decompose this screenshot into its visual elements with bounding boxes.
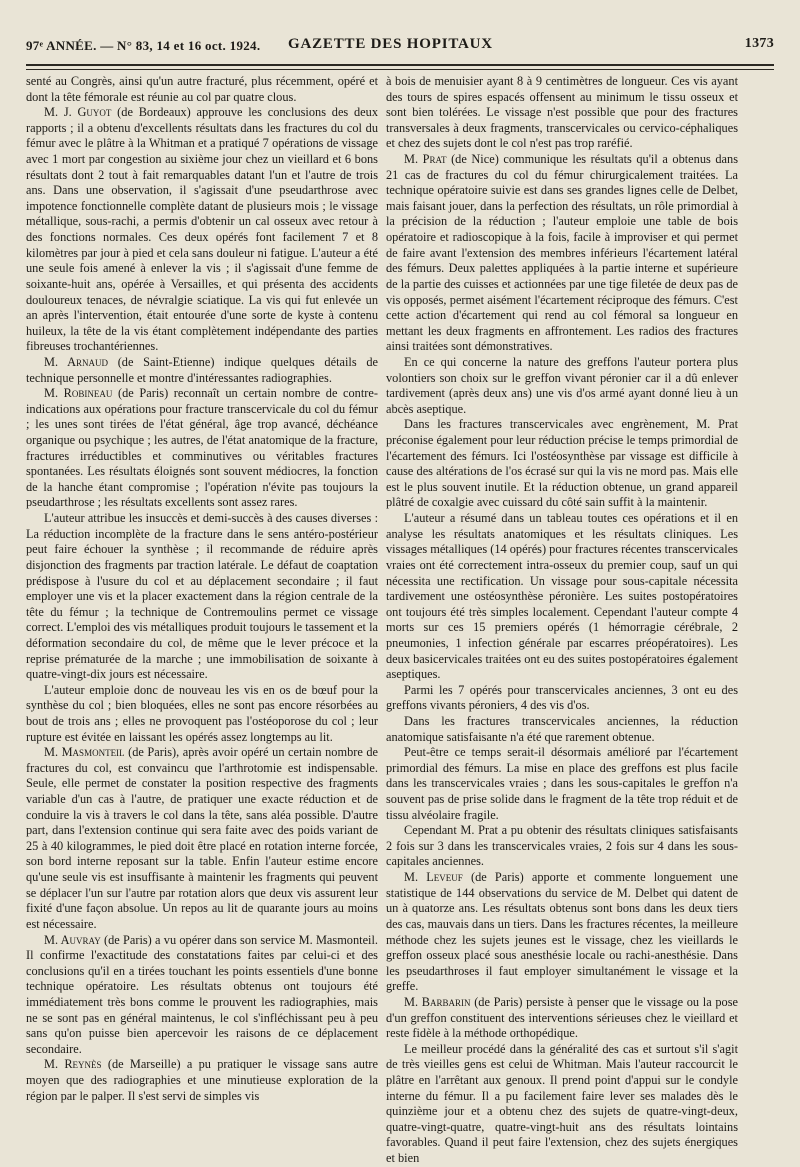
left-column bbox=[26, 74, 378, 1140]
paragraph bbox=[386, 745, 738, 823]
issue-info: 97ᵉ ANNÉE. — N° 83, 14 et 16 oct. 1924. bbox=[26, 38, 261, 53]
speaker-name: M. Arnaud bbox=[44, 354, 108, 369]
paragraph-text: En ce qui concerne la nature des greffons l'auteur portera plus volontiers son choix sur le greffon vivant péronier car il a dû enlever tardivement (après deux ans) une vis d'os armé ayant donné lieu à un abcès aseptique. bbox=[386, 354, 738, 416]
speaker-name: M. Leveuf bbox=[404, 870, 463, 885]
paragraph bbox=[386, 683, 738, 714]
paragraph bbox=[386, 355, 738, 417]
paragraph-text: Le meilleur procédé dans la généralité des cas et surtout s'il s'agit de très vieilles gens est celui de Whitman. Mais l'auteur raccourcit le plâtre en l'arrêtant aux genoux. Il prend point d'appui sur le condyle interne du fémur. Il a pu facilement faire lever ses malades dès le quinzième jour et a obtenu chez des sujets de quatre-vingt-deux, quatre-vingt-quatre, quatre-vingt-huit ans des résultats lointains favorables. Quand il peut faire l'extension, chez des sujets énergiques et bien bbox=[386, 1041, 738, 1166]
paragraph bbox=[26, 386, 378, 511]
header-rule-thick bbox=[26, 64, 774, 66]
paragraph-text: (de Paris) persiste à penser que le vissage ou la pose d'un greffon constituent des interventions sérieuses chez le vieillard et reste fidèle à la méthode orthopédique. bbox=[386, 994, 738, 1041]
paragraph-text: (de Marseille) a pu pratiquer le vissage sans autre moyen que des radiographies et une minutieuse exploration de la région par le palper. Il s'est servi de simples vis bbox=[26, 1057, 378, 1103]
header-rule-thin bbox=[26, 69, 774, 70]
speaker-name: M. Robineau bbox=[44, 386, 113, 401]
paragraph bbox=[26, 511, 378, 683]
paragraph-text: (de Paris) apporte et commente longuement une statistique de 144 observations du service de M. Delbet qui datent de un à quatorze ans. Les résultats obtenus sont bons dans les deux tiers des cas, mauvais dans un tiers. Dans les fractures récentes, la meilleure méthode chez les sujets jeunes est le vissage, chez les vieillards le greffon osseux placé sous anesthésie locale ou rachi-anesthésie. Dans les pseudarthroses il faut employer simultanément le vissage et la greffe. bbox=[386, 870, 738, 994]
page-number: 1373 bbox=[744, 36, 774, 51]
right-column bbox=[386, 74, 738, 1166]
paragraph bbox=[26, 683, 378, 745]
paragraph bbox=[26, 105, 378, 355]
paragraph bbox=[386, 823, 738, 870]
paragraph-text: Dans les fractures transcervicales avec engrènement, M. Prat préconise également pour leur réduction précise le temps primordial de l'écartement des fémurs. Ici l'ostéosynthèse par vissage est difficile à cause des altérations de l'os écrasé sur qui la vis ne mord pas. Mais elle est le plus souvent inutile. Et la réduction obtenue, un grand appareil plâtré de coxalgie avec cuissard du côté sain suffit à la maintenir. bbox=[386, 417, 738, 510]
paragraph-text: Cependant M. Prat a pu obtenir des résultats cliniques satisfaisants 2 fois sur 3 dans les transcervicales vraies, 2 fois sur 4 dans les sous-capitales anciennes. bbox=[386, 823, 738, 869]
paragraph bbox=[386, 995, 738, 1042]
paragraph-text: (de Bordeaux) approuve les conclusions des deux rapports ; il a obtenu d'excellents résultats dans les fractures du col du fémur avec le plâtre à la Whitman et a pratiqué 7 opérations de vissage avec 1 mort par congestion au sixième jour chez un vieillard et 6 bons résultats dont 2 tout à fait remarquables datant l'un et l'autre de trois ans. Dans une observation, il s'agissait d'une pseudarthrose avec impotence fonctionnelle complète datant de plusieurs mois ; le vissage métallique, sous-rachi, a permis d'obtenir un cal osseux avec retour à des fonctions normales. Ces deux opérés font facilement 7 et 8 kilomètres par jour à pied et cela sans douleur ni fatigue. L'auteur a été une seule fois amené à enlever la vis ; il s'agissait d'une femme de soixante-huit ans, opérée à Versailles, et qui présenta des accidents douloureux tenaces, de névralgie sciatique. La vis qui fut enlevée un an après l'intervention, était entourée d'une sorte de kyste à contenu huileux, la tête de la vis étant complètement indépendante des parties fibreuses trochantériennes. bbox=[26, 105, 378, 354]
paragraph bbox=[386, 511, 738, 683]
speaker-name: M. Reynès bbox=[44, 1057, 102, 1072]
paragraph bbox=[26, 1057, 378, 1104]
paragraph-text: Dans les fractures transcervicales anciennes, la réduction anatomique satisfaisante n'a été que rarement obtenue. bbox=[386, 713, 738, 744]
speaker-name: M. Barbarin bbox=[404, 994, 471, 1009]
paragraph bbox=[386, 870, 738, 995]
speaker-name: M. Auvray bbox=[44, 932, 101, 947]
speaker-name: M. J. Guyot bbox=[44, 105, 112, 120]
paragraph bbox=[386, 714, 738, 745]
paragraph bbox=[386, 417, 738, 511]
paragraph bbox=[26, 933, 378, 1058]
paragraph bbox=[386, 74, 738, 152]
paragraph-text: (de Paris), après avoir opéré un certain nombre de fractures du col, est convaincu que l'arthrotomie est indispensable. Seule, elle permet de constater la position respective des fragments variable d'un cas à l'autre, de pratiquer une exacte réduction et de conduire la vis à travers le col dans la tête, sans aléa possible. D'autre part, dans l'extension continue qui sera faite avec des poids variant de 25 à 40 kilogrammes, le pied doit être placé en rotation interne forcée, son bord interne reposant sur la table. Enfin l'auteur estime encore qu'une seule vis est insuffisante à maintenir les fragments qui peuvent se déplacer l'un sur l'autre par rotation alors que deux vis assurent leur fixité d'une façon absolue. Un repos au lit de quarante jours au moins est nécessaire. bbox=[26, 745, 379, 931]
page-header bbox=[26, 36, 774, 60]
paragraph-text: Peut-être ce temps serait-il désormais amélioré par l'écartement primordial des fémurs. La mise en place des greffons est plus facile dans les transcervicales vraies ; dans les sous-capitales le greffon n'a souvent pas de prise solide dans le fragment de la tête trop réduit et de tissu alvéolaire fragile. bbox=[386, 745, 738, 822]
paragraph-text: senté au Congrès, ainsi qu'un autre fracturé, plus récemment, opéré et dont la tête fémorale est réunie au col par quatre clous. bbox=[26, 74, 378, 104]
speaker-name: M. Masmonteil bbox=[44, 745, 125, 760]
paragraph-text: (de Nice) communique les résultats qu'il a obtenus dans 21 cas de fractures du col du fémur chirurgicalement traitées. La technique opératoire suivie est dans ses grandes lignes celle de Delbet, mais faisant jouer, dans la perfection des résultats, un rôle primordial à la précision de la réduction ; l'auteur emploie une table de bois opératoire et radioscopique à la fois, facile à improviser et qui permet de faire avant l'extension des membres inférieurs l'écartement latéral des fémurs. Deux palettes appliquées à la partie interne et supérieure de la partie des cuisses et actionnées par une tige filetée de deux pas de vis opposés, permet aisément l'écartement réciproque des fémurs. C'est cette action d'écartement qui rend au col fémoral sa longueur en mettant les deux fragments en affrontement. Les radios des fractures ainsi traitées sont démonstratives. bbox=[386, 152, 738, 354]
speaker-name: M. Prat bbox=[404, 152, 447, 167]
paragraph bbox=[386, 152, 738, 355]
paragraph-text: (de Paris) a vu opérer dans son service M. Masmonteil. Il confirme l'exactitude des constatations faites par celui-ci et des conclusions qu'il en a tirées touchant les points essentiels d'une bonne technique opératoire. Les résultats obtenus ont toujours été immédiatement très bons comme le prouvent les radiographies, mais ne se sont pas en général maintenus, le col s'infléchissant peu à peu sans qu'on puisse bien apercevoir les raisons de ce déplacement secondaire. bbox=[26, 932, 379, 1056]
paragraph bbox=[26, 74, 378, 105]
journal-title: GAZETTE DES HOPITAUX bbox=[288, 36, 493, 52]
paragraph bbox=[26, 355, 378, 386]
paragraph-text: (de Saint-Etienne) indique quelques détails de technique personnelle et montre d'intéressantes radiographies. bbox=[26, 354, 378, 385]
paragraph-text: (de Paris) reconnaît un certain nombre de contre-indications aux opérations pour fracture transcervicale du col du fémur ; les unes sont tirées de l'état général, âge trop avancé, déchéance organique ou psychique ; les autres, de l'état anatomique de la fracture, fractures irréductibles et comminutives ou véritables fractures spontanées. Les résultats éloignés sont souvent médiocres, la fonction de la hanche étant compromise ; l'opération n'évite pas toujours la pseudarthrose ; les résultats excellents sont assez rares. bbox=[26, 386, 378, 510]
paragraph-text: Parmi les 7 opérés pour transcervicales anciennes, 3 ont eu des greffons vivants péroniers, 4 des vis d'os. bbox=[386, 682, 738, 713]
paragraph bbox=[386, 1042, 738, 1167]
paragraph bbox=[26, 745, 378, 932]
paragraph-text: L'auteur emploie donc de nouveau les vis en os de bœuf pour la synthèse du col ; bien bloquées, elles ne sont pas encore résorbées au bout de trois ans ; elles ne provoquent pas l'ostéoporose du col ; leur rupture est évitée en laissant les opérés assez longtemps au lit. bbox=[26, 682, 378, 744]
paragraph-text: L'auteur attribue les insuccès et demi-succès à des causes diverses : La réduction incomplète de la fracture dans le sens antéro-postérieur peut faire échouer la synthèse ; il recommande de réduire après disjonction des fragments par traction latérale. Le défaut de coaptation prédispose à l'usure du col et au déplacement secondaire ; il faut employer une vis et la placer exactement dans la région centrale de la tête du fémur ; la technique de Contremoulins permet ce vissage correct. L'emploi des vis métalliques produit toujours le tassement et la déformation secondaire du col, de même que le lever précoce et la reprise prématurée de la marche ; une immobilisation de soixante à quatre-vingt-dix jours est nécessaire. bbox=[26, 511, 378, 682]
paragraph-text: à bois de menuisier ayant 8 à 9 centimètres de longueur. Ces vis ayant des tours de spires espacés offensent au minimum le tissu osseux et sont bien tolérées. Le vissage n'est possible que pour des fractures transversales à deux fragments, transcervicales ou cervico-céphaliques et chez des sujets dont le col n'est pas trop raréfié. bbox=[386, 74, 738, 151]
paragraph-text: L'auteur a résumé dans un tableau toutes ces opérations et il en analyse les résultats anatomiques et les résultats cliniques. Les vissages métalliques (14 opérés) pour fractures récentes transcervicales vraies ont été correctement intra-osseux du premier coup, sauf un qui nécessita une rectification. Un vissage pour sous-capitale nécessita tardivement une ostéosynthèse péronière. Les suites postopératoires ont toujours été très simples localement. Cependant l'auteur compte 4 morts sur ces 15 premiers opérés (1 hémorragie cérébrale, 2 pneumonies, 1 infection générale par escarres préopératoires). Les deux basicervicales traitées ont eu des suites postopératoires également aseptiques. bbox=[386, 511, 738, 682]
